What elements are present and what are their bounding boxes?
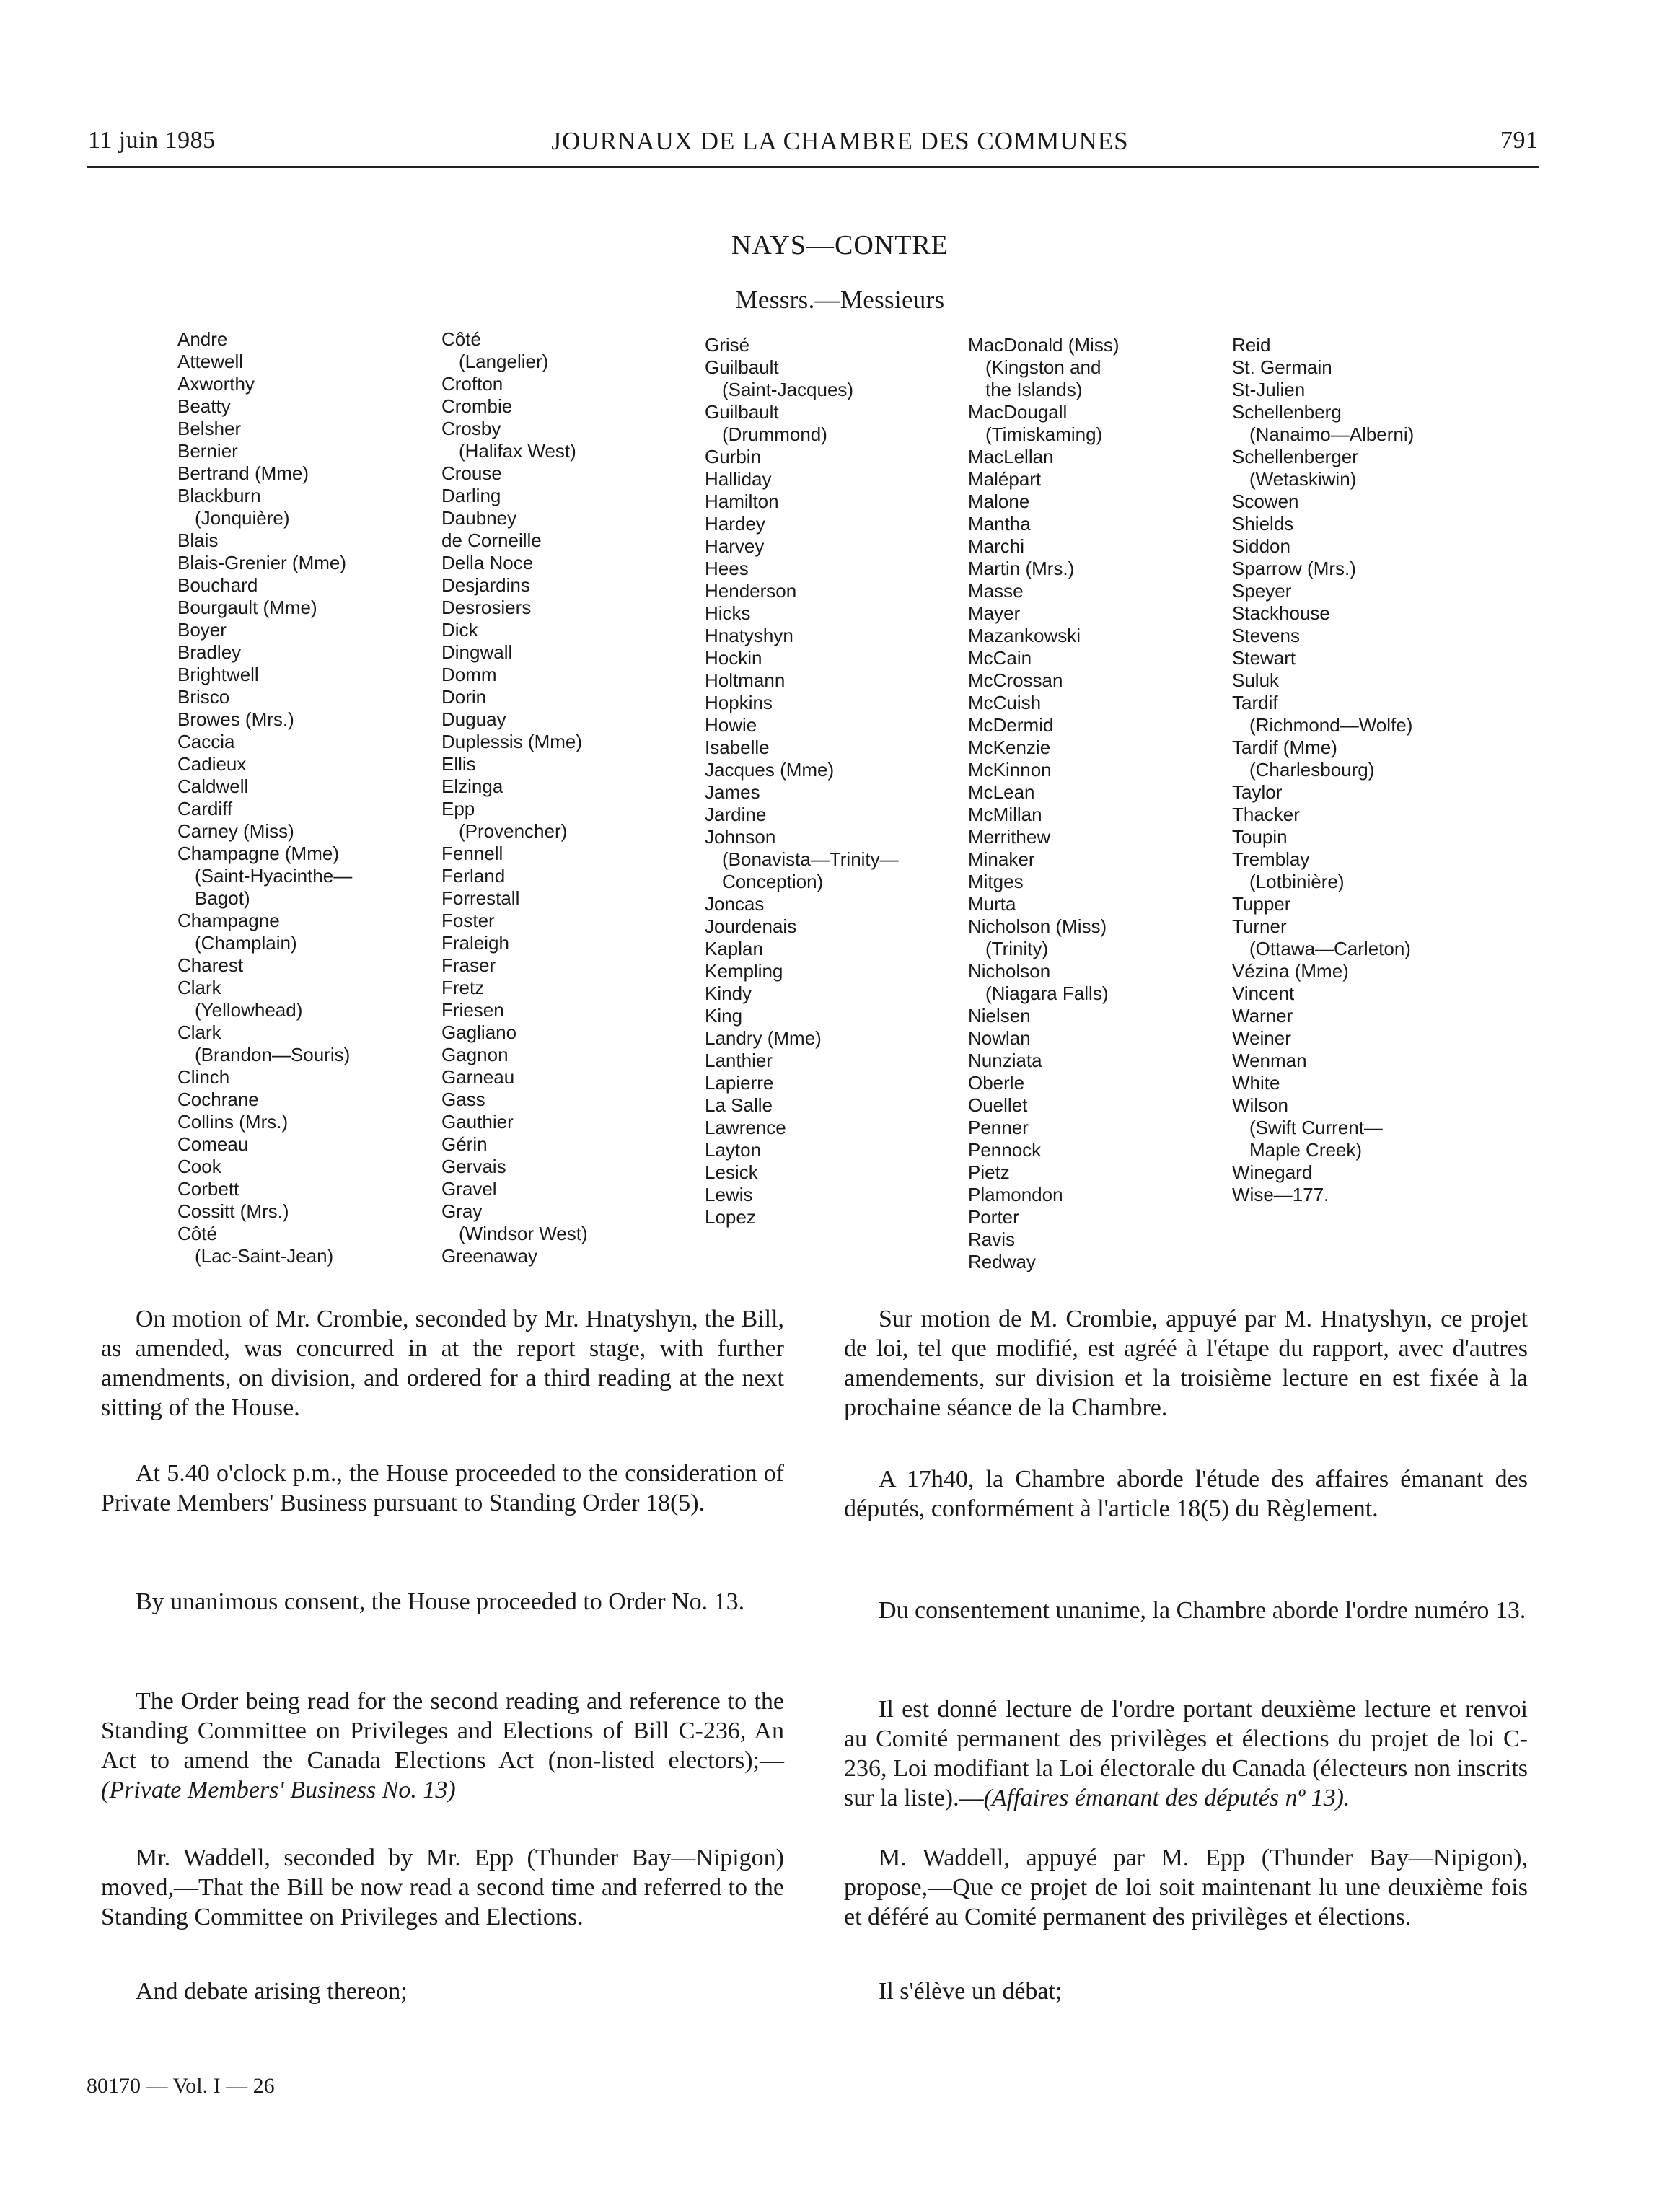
english-paragraph-4-text: The Order being read for the second reading and reference to the Standing Committee on Privileges and Elections of Bill C-236, An Act to amend the Canada Elections Act (non-listed electors);—: [101, 1688, 784, 1774]
member-name: Brisco: [177, 686, 230, 708]
member-name: Weiner: [1232, 1027, 1291, 1049]
name-column-2: [441, 328, 588, 1267]
member-name: Hicks: [705, 602, 751, 624]
member-name: Stackhouse: [1232, 602, 1330, 624]
header-date: 11 juin 1985: [88, 127, 216, 154]
member-name: Hees: [705, 558, 749, 579]
member-name: Corbett: [177, 1178, 239, 1200]
french-paragraph-4-text: Il est donné lecture de l'ordre portant deuxième lecture et renvoi au Comité permanent des privilèges et élections du projet de loi C-236, Loi modifiant la Loi électorale du Canada (électeurs non inscrits sur la liste).—: [844, 1696, 1528, 1811]
english-paragraph-5: [101, 1843, 784, 1932]
member-name: Tardif: [1232, 692, 1278, 713]
member-name: Guilbault: [705, 356, 779, 378]
member-name: (Provencher): [459, 820, 568, 842]
member-name: Malépart: [968, 468, 1042, 490]
member-name: Duguay: [441, 708, 506, 730]
member-name: Cossitt (Mrs.): [177, 1200, 289, 1222]
member-name: Beatty: [177, 395, 231, 417]
member-name: Henderson: [705, 580, 797, 602]
member-name: Lawrence: [705, 1117, 786, 1138]
member-name: McKinnon: [968, 759, 1052, 781]
member-name: St. Germain: [1232, 356, 1332, 378]
member-name: Holtmann: [705, 669, 786, 691]
french-paragraph-4-italic: (Affaires émanant des députés nº 13).: [983, 1785, 1350, 1811]
member-name: Desrosiers: [441, 597, 532, 618]
french-paragraph-1: [844, 1304, 1528, 1423]
member-name: Hockin: [705, 647, 762, 669]
member-name: Vincent: [1232, 982, 1295, 1004]
member-name: Duplessis (Mme): [441, 731, 583, 752]
member-name: Foster: [441, 910, 495, 931]
member-name: Lopez: [705, 1206, 756, 1228]
member-name: Blackburn: [177, 485, 261, 506]
member-name: Marchi: [968, 535, 1025, 557]
member-name: Murta: [968, 893, 1016, 915]
member-name: Dick: [441, 619, 478, 641]
member-name: Epp: [441, 798, 475, 819]
member-name: Darling: [441, 485, 501, 506]
member-name: McCrossan: [968, 669, 1063, 691]
member-name: (Trinity): [985, 938, 1049, 959]
member-name: (Niagara Falls): [985, 982, 1109, 1004]
member-name: (Champlain): [195, 932, 297, 954]
member-name: Daubney: [441, 507, 517, 529]
member-name: Hopkins: [705, 692, 773, 713]
member-name: Gurbin: [705, 446, 762, 467]
member-name: Gérin: [441, 1133, 488, 1155]
member-name: Domm: [441, 664, 497, 685]
member-name: (Yellowhead): [195, 999, 303, 1021]
member-name: Lesick: [705, 1161, 758, 1183]
french-paragraph-3-text: Du consentement unanime, la Chambre aborde l'ordre numéro 13.: [879, 1597, 1526, 1624]
member-name: (Nanaimo—Alberni): [1249, 423, 1415, 445]
member-name: Boyer: [177, 619, 227, 641]
member-name: McCuish: [968, 692, 1042, 713]
member-name: Hnatyshyn: [705, 625, 793, 646]
member-name: Isabelle: [705, 737, 770, 758]
member-name: (Lac-Saint-Jean): [195, 1245, 334, 1267]
member-name: (Saint-Jacques): [722, 379, 854, 400]
member-name: Clark: [177, 977, 221, 998]
member-name: Nowlan: [968, 1027, 1031, 1049]
member-name: Cook: [177, 1156, 221, 1177]
french-paragraph-1-text: Sur motion de M. Crombie, appuyé par M. Hnatyshyn, ce projet de loi, tel que modifié, est agréé à l'étape du rapport, avec d'autres amendements, sur division et la troisième lecture en est fixée à la prochaine séance de la Chambre.: [844, 1306, 1528, 1421]
member-name: Cochrane: [177, 1089, 259, 1110]
name-column-3: [705, 334, 899, 1228]
member-name: Schellenberger: [1232, 446, 1358, 467]
member-name: Dingwall: [441, 641, 513, 663]
member-name: Oberle: [968, 1072, 1025, 1094]
english-paragraph-4-italic: (Private Members' Business No. 13): [101, 1777, 456, 1803]
member-name: Dorin: [441, 686, 487, 708]
member-name: McKenzie: [968, 737, 1051, 758]
member-name: Belsher: [177, 418, 242, 439]
member-name: Ravis: [968, 1228, 1016, 1250]
member-name: Caccia: [177, 731, 235, 752]
member-name: Fretz: [441, 977, 485, 998]
english-paragraph-2-text: At 5.40 o'clock p.m., the House proceeded to the consideration of Private Members' Business pursuant to Standing Order 18(5).: [101, 1460, 784, 1516]
member-name: Hamilton: [705, 491, 779, 512]
member-name: Blais: [177, 529, 219, 551]
member-name: Bagot): [195, 887, 250, 909]
member-name: Côté: [441, 328, 481, 350]
member-name: Conception): [722, 871, 824, 892]
member-name: Stewart: [1232, 647, 1296, 669]
member-name: Gagliano: [441, 1021, 517, 1043]
member-name: Gagnon: [441, 1044, 509, 1065]
member-name: Wise—177.: [1232, 1184, 1329, 1205]
name-column-1: [177, 328, 352, 1267]
english-paragraph-1: [101, 1304, 784, 1423]
member-name: Lanthier: [705, 1050, 773, 1071]
member-name: (Bonavista—Trinity—: [722, 848, 899, 870]
member-name: Lapierre: [705, 1072, 774, 1094]
member-name: Crombie: [441, 395, 513, 417]
member-name: (Halifax West): [459, 440, 576, 462]
french-paragraph-2-text: A 17h40, la Chambre aborde l'étude des affaires émanant des députés, conformément à l'article 18(5) du Règlement.: [844, 1466, 1528, 1522]
french-paragraph-4: [844, 1694, 1528, 1813]
member-name: Friesen: [441, 999, 504, 1021]
member-name: Landry (Mme): [705, 1027, 822, 1049]
member-name: Johnson: [705, 826, 776, 848]
member-name: Brightwell: [177, 664, 259, 685]
member-name: Bouchard: [177, 574, 258, 596]
member-name: Hardey: [705, 513, 765, 535]
member-name: (Swift Current—: [1249, 1117, 1383, 1138]
name-column-4: [968, 334, 1120, 1273]
member-name: Halliday: [705, 468, 772, 490]
member-name: Clinch: [177, 1066, 230, 1088]
member-name: Cadieux: [177, 753, 247, 775]
member-name: Charest: [177, 954, 244, 976]
member-name: (Windsor West): [459, 1223, 588, 1244]
member-name: Grisé: [705, 334, 750, 356]
member-name: King: [705, 1005, 743, 1027]
member-name: Crosby: [441, 418, 501, 439]
english-paragraph-6-text: And debate arising thereon;: [136, 1978, 408, 2005]
member-name: Fennell: [441, 843, 503, 864]
member-name: La Salle: [705, 1094, 773, 1116]
member-name: Redway: [968, 1251, 1036, 1272]
english-paragraph-5-text: Mr. Waddell, seconded by Mr. Epp (Thunder Bay—Nipigon) moved,—That the Bill be now read a second time and referred to the Standing Committee on Privileges and Elections.: [101, 1845, 784, 1930]
member-name: Turner: [1232, 915, 1287, 937]
member-name: Crouse: [441, 462, 502, 484]
member-name: Nielsen: [968, 1005, 1031, 1027]
member-name: Carney (Miss): [177, 820, 294, 842]
english-paragraph-3: [101, 1587, 784, 1617]
member-name: the Islands): [985, 379, 1083, 400]
english-paragraph-2: [101, 1459, 784, 1518]
member-name: Gervais: [441, 1156, 506, 1177]
member-name: Bernier: [177, 440, 238, 462]
member-name: (Charlesbourg): [1249, 759, 1375, 781]
member-name: Toupin: [1232, 826, 1288, 848]
member-name: Plamondon: [968, 1184, 1063, 1205]
french-paragraph-2: [844, 1464, 1528, 1524]
member-name: Champagne: [177, 910, 280, 931]
member-name: Merrithew: [968, 826, 1051, 848]
member-name: Gravel: [441, 1178, 497, 1200]
member-name: Minaker: [968, 848, 1035, 870]
member-name: Wilson: [1232, 1094, 1289, 1116]
vote-heading: NAYS—CONTRE: [731, 230, 949, 260]
french-paragraph-5: [844, 1843, 1528, 1932]
member-name: Siddon: [1232, 535, 1290, 557]
member-name: (Kingston and: [985, 356, 1101, 378]
member-name: (Ottawa—Carleton): [1249, 938, 1411, 959]
member-name: Vézina (Mme): [1232, 960, 1349, 982]
member-name: Jourdenais: [705, 915, 797, 937]
member-name: Bradley: [177, 641, 242, 663]
member-name: McMillan: [968, 804, 1042, 825]
member-name: Maple Creek): [1249, 1139, 1363, 1161]
member-name: Nunziata: [968, 1050, 1042, 1071]
member-name: Tremblay: [1232, 848, 1310, 870]
member-name: Nicholson: [968, 960, 1051, 982]
member-name: (Langelier): [459, 351, 549, 372]
member-name: Masse: [968, 580, 1024, 602]
french-paragraph-6: [844, 1977, 1528, 2006]
header-rule: [87, 166, 1539, 168]
member-name: Desjardins: [441, 574, 530, 596]
member-name: Nicholson (Miss): [968, 915, 1107, 937]
member-name: (Wetaskiwin): [1249, 468, 1357, 490]
member-name: Jacques (Mme): [705, 759, 835, 781]
member-name: Martin (Mrs.): [968, 558, 1075, 579]
member-name: Harvey: [705, 535, 765, 557]
member-name: Warner: [1232, 1005, 1293, 1027]
member-name: (Jonquière): [195, 507, 290, 529]
english-paragraph-3-text: By unanimous consent, the House proceeded to Order No. 13.: [136, 1588, 745, 1615]
member-name: MacDougall: [968, 401, 1068, 423]
member-name: (Lotbinière): [1249, 871, 1345, 892]
member-name: Reid: [1232, 334, 1271, 356]
member-name: Shields: [1232, 513, 1294, 535]
header-title: JOURNAUX DE LA CHAMBRE DES COMMUNES: [551, 127, 1129, 155]
member-name: Schellenberg: [1232, 401, 1342, 423]
member-name: Clark: [177, 1021, 221, 1043]
french-paragraph-6-text: Il s'élève un débat;: [879, 1978, 1063, 2005]
member-name: Garneau: [441, 1066, 515, 1088]
member-name: MacLellan: [968, 446, 1054, 467]
member-name: Suluk: [1232, 669, 1280, 691]
name-column-5: [1232, 334, 1414, 1206]
member-name: Attewell: [177, 351, 244, 372]
member-name: Porter: [968, 1206, 1019, 1228]
english-paragraph-4: [101, 1687, 784, 1805]
member-name: Ouellet: [968, 1094, 1028, 1116]
member-name: de Corneille: [441, 529, 542, 551]
member-name: Thacker: [1232, 804, 1300, 825]
member-name: Crofton: [441, 373, 503, 395]
member-name: Joncas: [705, 893, 765, 915]
member-name: Axworthy: [177, 373, 255, 395]
member-name: Kaplan: [705, 938, 763, 959]
member-name: Taylor: [1232, 781, 1283, 803]
vote-subheading: Messrs.—Messieurs: [735, 286, 945, 314]
member-name: (Timiskaming): [985, 423, 1103, 445]
member-name: Browes (Mrs.): [177, 708, 294, 730]
member-name: Penner: [968, 1117, 1029, 1138]
member-name: Fraser: [441, 954, 496, 976]
member-name: Winegard: [1232, 1161, 1313, 1183]
member-name: Howie: [705, 714, 757, 736]
member-name: James: [705, 781, 760, 803]
member-name: (Saint-Hyacinthe—: [195, 865, 353, 887]
member-name: Ferland: [441, 865, 506, 887]
member-name: Ellis: [441, 753, 476, 775]
member-name: (Drummond): [722, 423, 827, 445]
member-name: Fraleigh: [441, 932, 509, 954]
member-name: Comeau: [177, 1133, 249, 1155]
french-paragraph-5-text: M. Waddell, appuyé par M. Epp (Thunder Bay—Nipigon), propose,—Que ce projet de loi soit maintenant lu une deuxième fois et déféré au Comité permanent des privilèges et élections.: [844, 1845, 1528, 1930]
member-name: Mayer: [968, 602, 1021, 624]
footer-print-code: 80170 — Vol. I — 26: [87, 2074, 275, 2098]
member-name: McLean: [968, 781, 1035, 803]
english-paragraph-1-text: On motion of Mr. Crombie, seconded by Mr. Hnatyshyn, the Bill, as amended, was concurred in at the report stage, with further amendments, on division, and ordered for a third reading at the next sitting of the House.: [101, 1306, 784, 1421]
member-name: Mitges: [968, 871, 1024, 892]
member-name: Bertrand (Mme): [177, 462, 309, 484]
member-name: Andre: [177, 328, 228, 350]
member-name: Sparrow (Mrs.): [1232, 558, 1356, 579]
member-name: Jardine: [705, 804, 767, 825]
member-name: Côté: [177, 1223, 217, 1244]
member-name: Malone: [968, 491, 1030, 512]
french-paragraph-3: [844, 1596, 1528, 1625]
member-name: Gray: [441, 1200, 483, 1222]
member-name: Mantha: [968, 513, 1031, 535]
member-name: White: [1232, 1072, 1280, 1094]
member-name: Caldwell: [177, 775, 249, 797]
member-name: Greenaway: [441, 1245, 537, 1267]
member-name: Kempling: [705, 960, 783, 982]
page-number: 791: [1500, 127, 1539, 154]
member-name: (Brandon—Souris): [195, 1044, 351, 1065]
member-name: St-Julien: [1232, 379, 1306, 400]
member-name: Scowen: [1232, 491, 1299, 512]
member-name: Mazankowski: [968, 625, 1081, 646]
member-name: Lewis: [705, 1184, 753, 1205]
member-name: Tupper: [1232, 893, 1291, 915]
member-name: Gass: [441, 1089, 485, 1110]
member-name: Wenman: [1232, 1050, 1307, 1071]
member-name: Pennock: [968, 1139, 1042, 1161]
member-name: Pietz: [968, 1161, 1010, 1183]
member-name: Tardif (Mme): [1232, 737, 1337, 758]
member-name: Collins (Mrs.): [177, 1111, 289, 1133]
member-name: Speyer: [1232, 580, 1292, 602]
member-name: Elzinga: [441, 775, 503, 797]
member-name: Kindy: [705, 982, 752, 1004]
member-name: (Richmond—Wolfe): [1249, 714, 1413, 736]
member-name: Guilbault: [705, 401, 779, 423]
member-name: Bourgault (Mme): [177, 597, 317, 618]
english-paragraph-6: [101, 1977, 784, 2006]
member-name: Layton: [705, 1139, 762, 1161]
member-name: McCain: [968, 647, 1032, 669]
member-name: McDermid: [968, 714, 1054, 736]
member-name: Cardiff: [177, 798, 233, 819]
member-name: Della Noce: [441, 552, 534, 573]
member-name: Blais-Grenier (Mme): [177, 552, 347, 573]
member-name: MacDonald (Miss): [968, 334, 1120, 356]
member-name: Champagne (Mme): [177, 843, 339, 864]
member-name: Stevens: [1232, 625, 1300, 646]
member-name: Forrestall: [441, 887, 520, 909]
member-name: Gauthier: [441, 1111, 514, 1133]
